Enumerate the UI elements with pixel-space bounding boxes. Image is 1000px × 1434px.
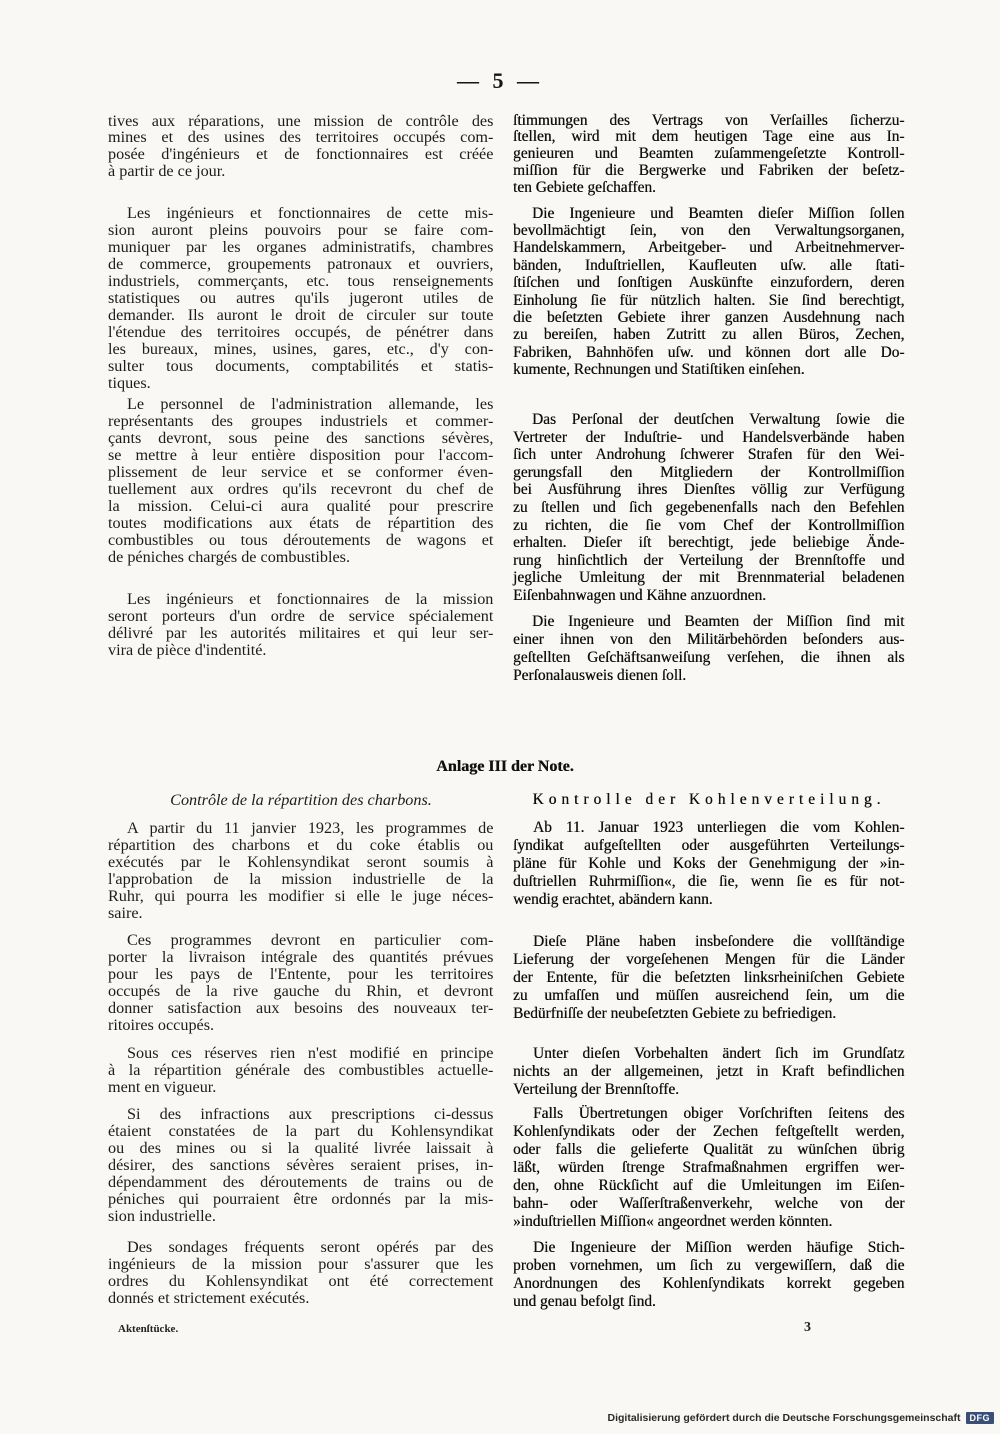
line-text: nichts an der allgemeinen, jetzt in Kraft befindlichen [513, 1063, 905, 1080]
line-text: Ces programmes devront en particulier com- [127, 930, 494, 949]
text-line [108, 642, 494, 659]
german-paragraph [513, 819, 905, 909]
german-section-heading: Kontrolle der Kohlenverteilung. [532, 791, 886, 808]
line-text: Perſonalausweis dienen ſoll. [513, 667, 687, 684]
line-text: seront porteurs d'un ordre de service spécialement [108, 606, 494, 625]
french-section-heading: Contrôle de la répartition des charbons. [170, 791, 432, 809]
dfg-logo: DFG [966, 1412, 995, 1424]
line-text: ou des mines ou si la qualité livrée laissait à [108, 1138, 494, 1157]
line-text: bänden, Induſtriellen, Kaufleuten uſw. alle ſtati- [513, 256, 905, 274]
text-line [513, 1141, 905, 1159]
line-text: tives aux réparations, une mission de contrôle des [108, 111, 494, 130]
text-line [108, 447, 494, 464]
line-text: ten Gebiete geſchaffen. [513, 178, 656, 196]
line-text: Kohlenſyndikats oder der Zechen feſtgeſtellt werden, [513, 1123, 905, 1140]
line-text: toutes modifications aux états de répartition des [108, 513, 494, 532]
text-line [513, 1195, 905, 1213]
text-line [108, 549, 494, 566]
german-paragraph [513, 205, 905, 379]
line-text: tuellement aux ordres qu'ils recevront du chef de [108, 479, 494, 498]
text-line [513, 552, 905, 570]
line-text: duſtriellen Ruhrmiſſion«, die ſie, wenn ſie es für not- [513, 873, 905, 890]
text-line [108, 1239, 494, 1256]
german-paragraph [513, 113, 905, 197]
line-text: ment en vigueur. [108, 1077, 217, 1096]
text-line [108, 1000, 494, 1017]
line-text: Lieferung der vorgeſehenen Mengen für die Länder [513, 951, 905, 968]
line-text: occupés de la rive gauche du Rhin, et devront [108, 981, 494, 1000]
text-line [108, 608, 494, 625]
line-text: Fabriken, Bahnhöfen uſw. und können dort alle Do- [513, 343, 905, 361]
text-line [108, 625, 494, 642]
text-line [108, 966, 494, 983]
signature-mark: Aktenſtücke. [118, 1323, 179, 1335]
text-line [108, 949, 494, 966]
french-paragraph [108, 1239, 494, 1307]
german-paragraph [513, 411, 905, 605]
text-line [108, 341, 494, 358]
line-text: »induſtriellen Miſſion« angeordnet werden könnten. [513, 1213, 833, 1230]
line-text: und genau befolgt ſind. [513, 1293, 656, 1310]
text-line [108, 532, 494, 549]
text-line [513, 129, 905, 146]
line-text: porter la livraison intégrale des quantités prévues [108, 947, 494, 966]
text-line [108, 129, 494, 146]
text-line [513, 446, 905, 464]
text-line [108, 871, 494, 888]
line-text: die beſetzten Gebiete ihrer ganzen Ausdehnung nach [513, 308, 905, 326]
german-paragraph [513, 1239, 905, 1311]
line-text: Des sondages fréquents seront opérés par des [127, 1237, 494, 1256]
line-text: pour les pays de l'Entente, pour les territoires [108, 964, 494, 983]
text-line [513, 344, 905, 361]
line-text: Ab 11. Januar 1923 unterliegen die vom Kohlen- [533, 819, 905, 836]
text-line [108, 888, 494, 905]
text-line [108, 358, 494, 375]
line-text: zu richten, die ſie vom Chef der Kontrollmiſſion [513, 516, 905, 534]
text-line [108, 481, 494, 498]
text-line [108, 498, 494, 515]
line-text: zu bereiſen, haben Zutritt zu allen Büros, Zechen, [513, 326, 905, 344]
text-line [108, 1290, 494, 1307]
line-text: répartition des charbons et du coke établis ou [108, 835, 494, 854]
sheet-number: 3 [804, 1320, 811, 1335]
text-line [513, 326, 905, 343]
line-text: A partir du 11 janvier 1923, les programmes de [127, 818, 494, 837]
text-line [108, 1106, 494, 1123]
text-line [108, 113, 494, 130]
text-line [513, 146, 905, 163]
text-line [108, 1256, 494, 1273]
text-line [513, 239, 905, 256]
text-line [513, 361, 905, 378]
line-text: bei Ausführung ihres Dienſtes völlig zur Verfügung [513, 481, 905, 499]
text-line [513, 1239, 905, 1257]
line-text: délivré par les autorités militaires et qui leur ser- [108, 623, 494, 642]
line-text: kumente, Rechnungen und Statiſtiken einſehen. [513, 361, 805, 379]
line-text: zu ſtellen und ſich gegebenenfalls nach den Befehlen [513, 498, 905, 516]
text-line [513, 1257, 905, 1275]
french-paragraph [108, 820, 494, 922]
german-paragraph [513, 933, 905, 1023]
text-line [513, 1105, 905, 1123]
french-paragraph [108, 396, 494, 566]
german-paragraph [513, 1045, 905, 1099]
text-line [513, 180, 905, 197]
line-text: posée d'ingénieurs et de fonctionnaires est créée [108, 145, 494, 164]
line-text: étaient constatées de la part du Kohlensyndikat [108, 1121, 494, 1140]
text-line [108, 932, 494, 949]
line-text: gerungsfall den Mitgliedern der Kontrollmiſſion [513, 463, 905, 481]
text-line [513, 274, 905, 291]
french-paragraph [108, 205, 494, 392]
text-line [513, 1005, 905, 1023]
text-line [108, 1191, 494, 1208]
line-text: ſtiſchen und ſonſtigen Auskünfte einzufordern, deren [513, 274, 905, 292]
line-text: bevollmächtigt ſein, von den Verwaltungsorganen, [513, 221, 905, 239]
text-line [108, 413, 494, 430]
text-line [513, 222, 905, 239]
text-line [108, 1017, 494, 1034]
line-text: combustibles ou tous déroutements de wagons et [108, 530, 494, 549]
french-paragraph [108, 591, 494, 659]
line-text: sion industrielle. [108, 1206, 216, 1225]
text-line [513, 1213, 905, 1231]
line-text: der Entente, für die beſetzten linksrheiniſchen Gebiete [513, 969, 905, 986]
line-text: genieuren und Beamten zuſammengeſetzte Kontroll- [513, 145, 905, 163]
text-line [513, 969, 905, 987]
text-line [513, 855, 905, 873]
line-text: Handelskammern, Arbeitgeber- und Arbeitnehmerver- [513, 239, 905, 257]
line-text: Sous ces réserves rien n'est modifié en principe [127, 1043, 494, 1062]
line-text: Die Ingenieure und Beamten der Miſſion ſind mit [532, 613, 905, 630]
line-text: wendig erachtet, abändern kann. [513, 891, 713, 908]
line-text: représentants des groupes industriels et commer- [108, 411, 494, 430]
text-line [513, 1123, 905, 1141]
line-text: désirer, des sanctions sévères seraient prises, in- [108, 1155, 494, 1174]
text-line [108, 290, 494, 307]
line-text: saire. [108, 903, 143, 922]
line-text: se mettre à leur entière disposition pour l'accom- [108, 445, 494, 464]
text-line [513, 1063, 905, 1081]
text-line [513, 163, 905, 180]
line-text: Die Ingenieure der Miſſion werden häufige Stich- [533, 1239, 905, 1256]
text-line [513, 649, 905, 667]
line-text: à la répartition générale des combustibles actuelle- [108, 1060, 494, 1079]
line-text: les bureaux, mines, usines, gares, etc., d'y con- [108, 339, 494, 358]
line-text: proben vornehmen, um ſich zu vergewiſſern, daß die [513, 1257, 905, 1274]
text-line [108, 983, 494, 1000]
text-line [513, 587, 905, 605]
line-text: donnés et strictement exécutés. [108, 1288, 310, 1307]
text-line [513, 113, 905, 130]
line-text: Le personnel de l'administration allemande, les [127, 394, 494, 413]
text-line [108, 1140, 494, 1157]
text-line [513, 613, 905, 631]
text-line [513, 205, 905, 222]
line-text: dépendamment des déroutements de trains ou de [108, 1172, 494, 1191]
text-line [108, 324, 494, 341]
text-line [108, 146, 494, 163]
german-paragraph [513, 1105, 905, 1231]
text-line [108, 222, 494, 239]
text-line [513, 667, 905, 685]
line-text: Dieſe Pläne haben insbeſondere die vollſtändige [533, 933, 905, 950]
line-text: läßt, würden ſtrenge Strafmaßnahmen ergriffen wer- [513, 1159, 905, 1176]
text-line [513, 1159, 905, 1177]
text-line [513, 569, 905, 587]
line-text: industriels, commerçants, etc. tous renseignements [108, 271, 494, 290]
french-paragraph [108, 1106, 494, 1225]
text-line [513, 1293, 905, 1311]
text-line [108, 1045, 494, 1062]
text-line [108, 1157, 494, 1174]
line-text: erhalten. Dieſer iſt berechtigt, jede beliebige Ände- [513, 534, 905, 552]
text-line [108, 1062, 494, 1079]
text-line [108, 1123, 494, 1140]
text-line [108, 430, 494, 447]
text-line [513, 517, 905, 535]
text-line [513, 481, 905, 499]
text-line [108, 464, 494, 481]
line-text: geſtellten Geſchäftsanweiſung verſehen, die ihnen als [513, 649, 905, 666]
text-line [108, 1079, 494, 1096]
line-text: de commerce, groupements patronaux et ouvriers, [108, 254, 494, 273]
text-line [108, 837, 494, 854]
text-line [108, 205, 494, 222]
line-text: sion auront pleins pouvoirs pour se faire com- [108, 220, 494, 239]
digitization-credit [608, 1412, 994, 1424]
line-text: pläne für Kohle und Koks der Genehmigung der »in- [513, 855, 905, 872]
page-number-header: — 5 — [457, 68, 543, 93]
line-text: rung hinſichtlich der Verteilung der Brennſtoffe und [513, 551, 905, 569]
text-line [108, 591, 494, 608]
text-line [108, 307, 494, 324]
line-text: vira de pièce d'indentité. [108, 640, 267, 659]
line-text: l'étendue des territoires occupés, de pénétrer dans [108, 322, 494, 341]
text-line [513, 631, 905, 649]
text-line [108, 820, 494, 837]
text-line [108, 273, 494, 290]
line-text: ſich unter Androhung ſchwerer Strafen für den Wei- [513, 446, 905, 464]
line-text: ſtimmungen des Vertrags von Verſailles ſicherzu- [513, 111, 905, 129]
line-text: sulter tous documents, comptabilités et statis- [108, 356, 494, 375]
line-text: Einholung ſie für nützlich halten. Sie ſind berechtigt, [513, 291, 905, 309]
line-text: ordres du Kohlensyndikat ont été correctement [108, 1271, 494, 1290]
line-text: Eiſenbahnwagen und Kähne anzuordnen. [513, 586, 766, 604]
line-text: Das Perſonal der deutſchen Verwaltung ſowie die [532, 411, 905, 428]
line-text: à partir de ce jour. [108, 161, 226, 180]
line-text: ritoires occupés. [108, 1015, 215, 1034]
line-text: Anordnungen des Kohlenſyndikats korrekt gegeben [513, 1275, 905, 1292]
line-text: plissement de leur service et se conformer éven- [108, 462, 494, 481]
credit-text: Digitalisierung gefördert durch die Deutsche Forschungsgemeinschaft [607, 1412, 961, 1424]
text-line [108, 239, 494, 256]
line-text: demander. Ils auront le droit de circuler sur toute [108, 305, 494, 324]
text-line [513, 819, 905, 837]
text-line [513, 837, 905, 855]
german-paragraph [513, 613, 905, 685]
line-text: Die Ingenieure und Beamten dieſer Miſſion ſollen [532, 204, 905, 222]
line-text: mines et des usines des territoires occupés com- [108, 128, 494, 147]
line-text: muniquer par les organes administratifs, chambres [108, 237, 494, 256]
line-text: tiques. [108, 373, 151, 392]
french-paragraph [108, 932, 494, 1034]
text-line [513, 411, 905, 429]
text-line [108, 854, 494, 871]
line-text: miſſion für die Bergwerke und Fabriken der beſetz- [513, 161, 905, 179]
line-text: Falls Übertretungen obiger Vorſchriften ſeitens des [533, 1105, 905, 1122]
line-text: de péniches chargés de combustibles. [108, 547, 350, 566]
line-text: çants devront, sous peine des sanctions sévères, [108, 428, 494, 447]
text-line [513, 1045, 905, 1063]
line-text: péniches qui pourraient être ordonnés par la mis- [108, 1189, 494, 1208]
line-text: den, ohne Rückſicht auf die Umleitungen im Eiſen- [513, 1177, 905, 1194]
text-line [513, 429, 905, 447]
text-line [108, 396, 494, 413]
text-line [513, 464, 905, 482]
text-line [108, 375, 494, 392]
line-text: ſyndikat aufgeſtellten oder ausgeführten Verteilungs- [513, 837, 905, 854]
line-text: Si des infractions aux prescriptions ci-dessus [127, 1104, 494, 1123]
text-line [513, 534, 905, 552]
line-text: jegliche Umleitung der mit Brennmaterial beladenen [513, 569, 905, 587]
text-line [108, 1208, 494, 1225]
text-line [108, 163, 494, 180]
text-line [108, 1273, 494, 1290]
annex-title: Anlage III der Note. [436, 758, 574, 775]
text-line [513, 891, 905, 909]
line-text: ſtellen, wird mit dem heutigen Tage eine aus In- [513, 128, 905, 146]
line-text: ingénieurs de la mission pour s'assurer que les [108, 1254, 494, 1273]
line-text: bahn- oder Waſſerſtraßenverkehr, welche von der [513, 1195, 905, 1212]
text-line [513, 257, 905, 274]
text-line [108, 905, 494, 922]
text-line [513, 309, 905, 326]
line-text: Les ingénieurs et fonctionnaires de cette mis- [127, 203, 494, 222]
line-text: zu umfaſſen und müſſen ausreichend ſein, um die [513, 987, 905, 1004]
text-line [513, 1275, 905, 1293]
text-line [513, 1081, 905, 1099]
text-line [513, 1177, 905, 1195]
french-paragraph [108, 1045, 494, 1096]
line-text: oder falls die gelieferte Qualität zu wünſchen übrig [513, 1141, 905, 1158]
text-line [108, 515, 494, 532]
text-line [108, 1174, 494, 1191]
line-text: Bedürfniſſe der neubeſetzten Gebiete zu befriedigen. [513, 1005, 837, 1022]
line-text: Unter dieſen Vorbehalten ändert ſich im Grundſatz [533, 1045, 905, 1062]
line-text: donner satisfaction aux besoins des nouveaux ter- [108, 998, 494, 1017]
line-text: Ruhr, qui pourra les modifier si elle le juge néces- [108, 886, 494, 905]
french-paragraph [108, 113, 494, 180]
text-line [513, 292, 905, 309]
line-text: la mission. Celui-ci aura qualité pour prescrire [108, 496, 494, 515]
text-line [513, 933, 905, 951]
text-line [108, 256, 494, 273]
line-text: exécutés par le Kohlensyndikat seront soumis à [108, 852, 494, 871]
line-text: Les ingénieurs et fonctionnaires de la mission [127, 589, 494, 608]
text-line [513, 873, 905, 891]
line-text: Vertreter der Induſtrie- und Handelsverbände haben [513, 428, 905, 446]
text-line [513, 951, 905, 969]
text-line [513, 499, 905, 517]
text-line [513, 987, 905, 1005]
line-text: Verteilung der Brennſtoffe. [513, 1081, 679, 1098]
line-text: einer ihnen von den Militärbehörden beſonders aus- [513, 631, 905, 648]
line-text: statistiques ou autres qu'ils jugeront utiles de [108, 288, 494, 307]
line-text: l'approbation de la mission industrielle de la [108, 869, 494, 888]
